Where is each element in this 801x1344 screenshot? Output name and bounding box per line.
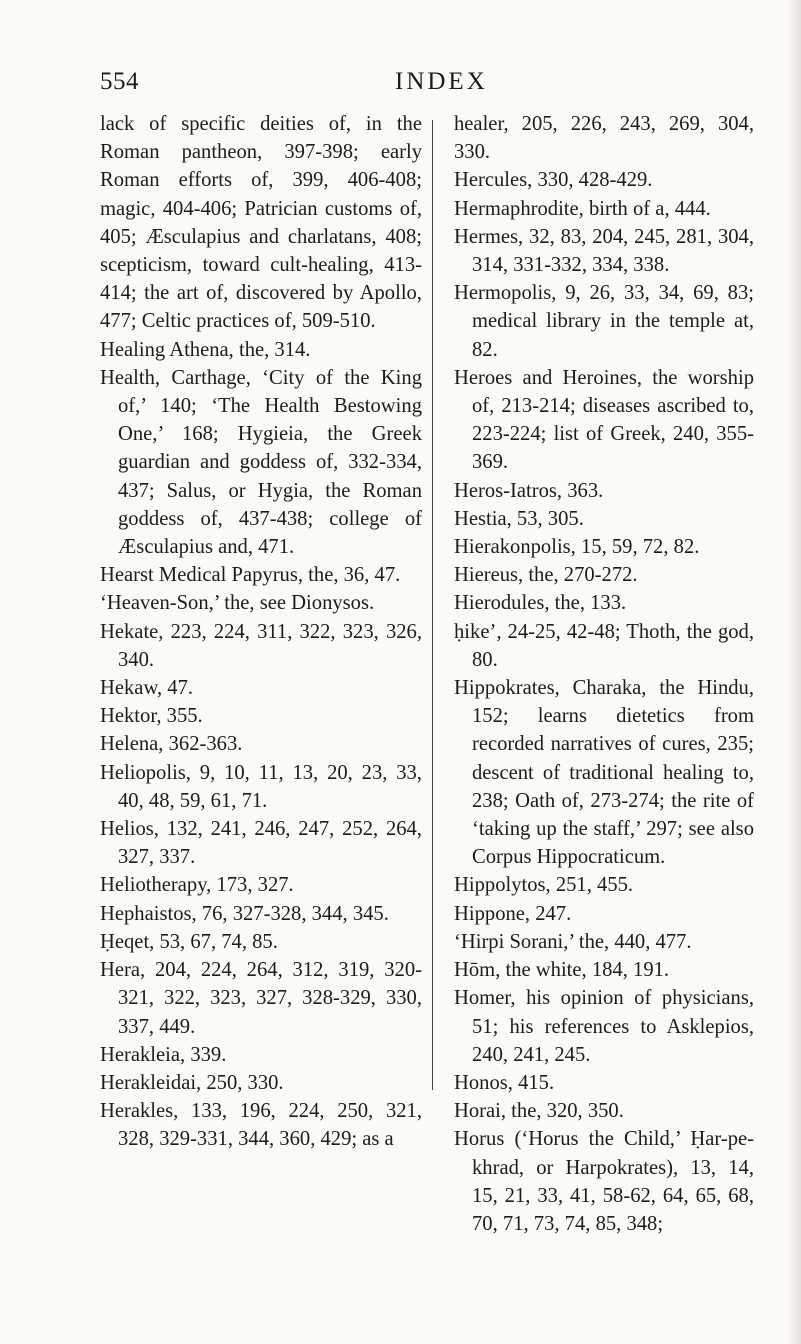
- index-entry: Herakles, 133, 196, 224, 250, 321, 328, 329-331, 344, 360, 429; as a: [100, 1100, 422, 1151]
- column-divider: [432, 120, 433, 1090]
- index-entry: Heliopolis, 9, 10, 11, 13, 20, 23, 33, 40, 48, 59, 61, 71.: [100, 761, 422, 812]
- index-entry: Heliotherapy, 173, 327.: [100, 874, 294, 897]
- index-entry: Hippone, 247.: [454, 902, 572, 925]
- running-head: INDEX: [395, 68, 488, 95]
- index-entry: Hiereus, the, 270-272.: [454, 564, 638, 587]
- index-entry: Hekaw, 47.: [100, 677, 194, 700]
- index-entry: Heroes and Heroines, the worship of, 213-214; diseases ascribed to, 223-224; list of Greek, 240, 355-369.: [454, 366, 754, 474]
- index-entry: Hekate, 223, 224, 311, 322, 323, 326, 340.: [100, 620, 422, 671]
- index-entry: Helena, 362-363.: [100, 733, 243, 756]
- index-entry: Health, Carthage, ‘City of the King of,’ 140; ‘The Health Bestowing One,’ 168; Hygieia, the Greek guardian and goddess of, 332-334, 437; Salus, or Hygia, the Roman goddess of, 437-438; college of Æsculapius and, 471.: [100, 366, 422, 559]
- index-entry: Hermes, 32, 83, 204, 245, 281, 304, 314, 331-332, 334, 338.: [454, 225, 754, 277]
- index-entry: Homer, his opinion of physicians, 51; his references to Asklepios, 240, 241, 245.: [454, 987, 754, 1066]
- index-entry: ‘Heaven-Son,’ the, see Dionysos.: [100, 592, 375, 615]
- index-entry: Hercules, 330, 428-429.: [454, 169, 653, 192]
- index-entry: Ḥeqet, 53, 67, 74, 85.: [100, 930, 278, 953]
- page-edge-shadow: [787, 0, 801, 1344]
- index-entry: Hermopolis, 9, 26, 33, 34, 69, 83; medical library in the temple at, 82.: [454, 282, 754, 361]
- index-column-left: [100, 110, 422, 1154]
- index-entry: healer, 205, 226, 243, 269, 304, 330.: [454, 113, 754, 164]
- index-entry: Hestia, 53, 305.: [454, 507, 584, 530]
- index-entry: Horus (‘Horus the Child,’ Ḥar-pe-khrad, or Harpokrates), 13, 14, 15, 21, 33, 41, 58-62, 64, 65, 68, 70, 71, 73, 74, 85, 348;: [454, 1128, 754, 1235]
- index-entry: Hektor, 355.: [100, 705, 203, 728]
- index-entry: Hōm, the white, 184, 191.: [454, 959, 670, 982]
- index-entry: ‘Hirpi Sorani,’ the, 440, 477.: [454, 930, 692, 953]
- index-entry: Herakleidai, 250, 330.: [100, 1071, 284, 1094]
- page-number: 554: [100, 68, 139, 95]
- index-entry: Herakleia, 339.: [100, 1043, 227, 1066]
- index-column-right: [454, 110, 754, 1238]
- index-entry: lack of specific deities of, in the Roman pantheon, 397-398; early Roman efforts of, 399, 406-408; magic, 404-406; Patrician customs of, 405; Æsculapius and charlatans, 408; scepticism, toward cult-healing, 413-414; the art of, discovered by Apollo, 477; Celtic practices of, 509-510.: [100, 113, 422, 333]
- index-entry: Heros-Iatros, 363.: [454, 479, 604, 502]
- index-entry: Healing Athena, the, 314.: [100, 338, 311, 361]
- index-entry: Honos, 415.: [454, 1071, 555, 1094]
- index-entry: Hippolytos, 251, 455.: [454, 874, 634, 897]
- index-entry: ḥike’, 24-25, 42-48; Thoth, the god, 80.: [454, 620, 754, 671]
- index-entry: Horai, the, 320, 350.: [454, 1100, 624, 1123]
- index-entry: Helios, 132, 241, 246, 247, 252, 264, 327, 337.: [100, 818, 422, 869]
- index-entry: Hierakonpolis, 15, 59, 72, 82.: [454, 536, 700, 559]
- page-header: [100, 68, 750, 108]
- index-entry: Hera, 204, 224, 264, 312, 319, 320-321, 322, 323, 327, 328-329, 330, 337, 449.: [100, 959, 422, 1038]
- index-entry: Hermaphrodite, birth of a, 444.: [454, 197, 711, 220]
- index-entry: Hippokrates, Charaka, the Hindu, 152; learns dietetics from recorded narratives of cures, 235; descent of traditional healing to, 238; Oath of, 273-274; the rite of ‘taking up the staff,’ 297; see also Corpus Hippocraticum.: [454, 677, 754, 869]
- index-entry: Hearst Medical Papyrus, the, 36, 47.: [100, 564, 401, 587]
- index-entry: Hierodules, the, 133.: [454, 592, 627, 615]
- index-entry: Hephaistos, 76, 327-328, 344, 345.: [100, 902, 389, 925]
